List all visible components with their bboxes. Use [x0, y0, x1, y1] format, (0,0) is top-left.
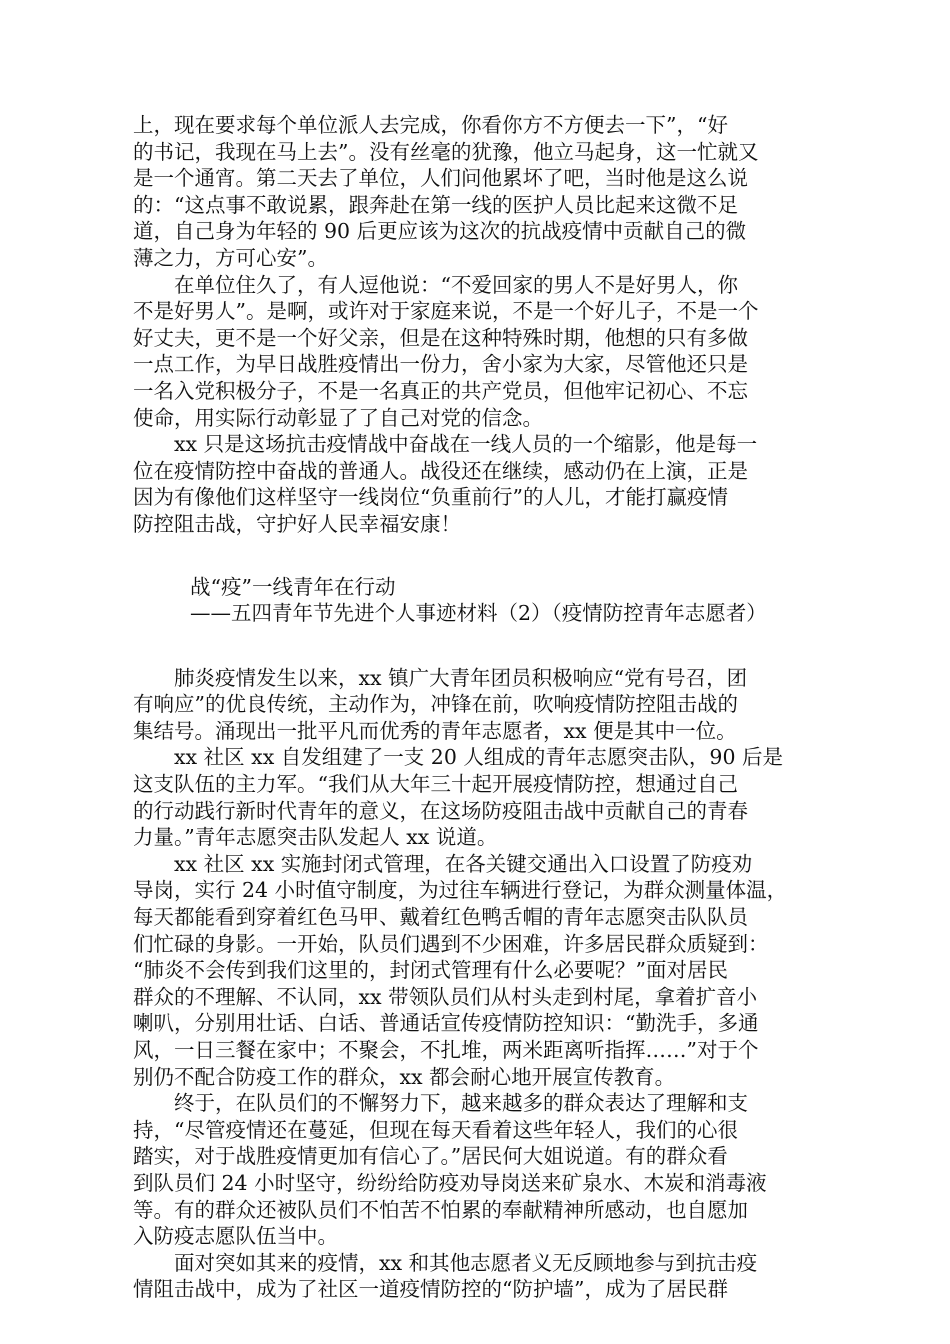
text-line: 等。有的群众还被队员们不怕苦不怕累的奉献精神所感动，也自愿加: [133, 1197, 748, 1222]
text-line: 一名入党积极分子，不是一名真正的共产党员，但他牢记初心、不忘: [133, 378, 748, 403]
text-line: “肺炎不会传到我们这里的，封闭式管理有什么必要呢？”面对居民: [133, 958, 728, 983]
text-line: 在单位住久了，有人逗他说：“不爱回家的男人不是好男人，你: [133, 272, 738, 297]
spacer: [133, 538, 821, 574]
text-line: 因为有像他们这样坚守一线岗位“负重前行”的人儿，才能打赢疫情: [133, 485, 728, 510]
paragraph: [133, 665, 821, 745]
text-line: 导岗，实行 24 小时值守制度，为过往车辆进行登记，为群众测量体温，: [133, 878, 788, 903]
section-subtitle: ——五四青年节先进个人事迹材料（2）（疫情防控青年志愿者）: [190, 601, 767, 626]
text-line: 道，自己身为年轻的 90 后更应该为这次的抗战疫情中贡献自己的微: [133, 219, 747, 244]
text-line: 喇叭，分别用壮话、白话、普通话宣传疫情防控知识：“勤洗手，多通: [133, 1011, 759, 1036]
text-line: xx 社区 xx 自发组建了一支 20 人组成的青年志愿突击队，90 后是: [133, 745, 784, 770]
text-line: 踏实，对于战胜疫情更加有信心了。”居民何大姐说道。有的群众看: [133, 1144, 728, 1169]
document-page: [133, 112, 821, 1303]
text-line: 集结号。涌现出一批平凡而优秀的青年志愿者，xx 便是其中一位。: [133, 718, 737, 743]
text-line: 风，一日三餐在家中；不聚会，不扎堆，两米距离听指挥……”对于个: [133, 1038, 759, 1062]
text-line: 面对突如其来的疫情，xx 和其他志愿者义无反顾地参与到抗击疫: [133, 1250, 758, 1275]
text-line: 的：“这点事不敢说累，跟奔赴在第一线的医护人员比起来这微不足: [133, 192, 738, 217]
text-line: 好丈夫，更不是一个好父亲，但是在这种特殊时期，他想的只有多做: [133, 325, 748, 350]
text-line: 别仍不配合防疫工作的群众，xx 都会耐心地开展宣传教育。: [133, 1064, 676, 1089]
text-line: 位在疫情防控中奋战的普通人。战役还在继续，感动仍在上演，正是: [133, 458, 748, 483]
text-line: 终于，在队员们的不懈努力下，越来越多的群众表达了理解和支: [133, 1091, 748, 1116]
text-line: 这支队伍的主力军。“我们从大年三十起开展疫情防控，想通过自己: [133, 772, 738, 797]
section-title: 战“疫”一线青年在行动: [190, 574, 396, 599]
text-line: 群众的不理解、不认同，xx 带领队员们从村头走到村尾，拿着扩音小: [133, 984, 758, 1009]
paragraph: [133, 431, 821, 537]
text-line: xx 社区 xx 实施封闭式管理，在各关键交通出入口设置了防疫劝: [133, 851, 753, 876]
paragraph: [133, 1090, 821, 1250]
text-line: 持，“尽管疫情还在蔓延，但现在每天看着这些年轻人，我们的心很: [133, 1117, 738, 1142]
paragraph: [133, 112, 821, 272]
spacer: [133, 627, 821, 665]
text-line: 不是好男人”。是啊，或许对于家庭来说，不是一个好儿子，不是一个: [133, 299, 759, 324]
text-line: 肺炎疫情发生以来，xx 镇广大青年团员积极响应“党有号召，团: [133, 665, 748, 690]
text-line: 入防疫志愿队伍当中。: [133, 1224, 338, 1249]
paragraph: [133, 1250, 821, 1303]
text-line: 的行动践行新时代青年的意义，在这场防疫阻击战中贡献自己的青春: [133, 798, 748, 823]
paragraph: [133, 272, 821, 432]
body-part-1: [133, 112, 821, 538]
text-line: 是一个通宵。第二天去了单位，人们问他累坏了吧，当时他是这么说: [133, 166, 748, 191]
text-line: 情阻击战中，成为了社区一道疫情防控的“防护墙”，成为了居民群: [133, 1277, 728, 1302]
body-part-2: [133, 665, 821, 1303]
text-line: 每天都能看到穿着红色马甲、戴着红色鸭舌帽的青年志愿突击队队员: [133, 905, 748, 930]
text-line: 们忙碌的身影。一开始，队员们遇到不少困难，许多居民群众质疑到：: [133, 931, 769, 956]
text-line: 使命，用实际行动彰显了了自己对党的信念。: [133, 405, 543, 430]
section-heading: [133, 574, 821, 627]
text-line: 有响应”的优良传统，主动作为，冲锋在前，吹响疫情防控阻击战的: [133, 692, 738, 717]
text-line: 一点工作，为早日战胜疫情出一份力，舍小家为大家，尽管他还只是: [133, 352, 748, 377]
paragraph: [133, 744, 821, 850]
text-line: 的书记，我现在马上去”。没有丝毫的犹豫，他立马起身，这一忙就又: [133, 139, 759, 164]
text-line: 力量。”青年志愿突击队发起人 xx 说道。: [133, 825, 498, 850]
text-line: 上，现在要求每个单位派人去完成，你看你方不方便去一下”，“好: [133, 113, 728, 137]
text-line: 到队员们 24 小时坚守，纷纷给防疫劝导岗送来矿泉水、木炭和消毒液: [133, 1170, 767, 1195]
text-line: 薄之力，方可心安”。: [133, 245, 328, 270]
text-line: 防控阻击战，守护好人民幸福安康！: [133, 511, 461, 536]
text-line: xx 只是这场抗击疫情战中奋战在一线人员的一个缩影，他是每一: [133, 432, 758, 457]
paragraph: [133, 851, 821, 1090]
